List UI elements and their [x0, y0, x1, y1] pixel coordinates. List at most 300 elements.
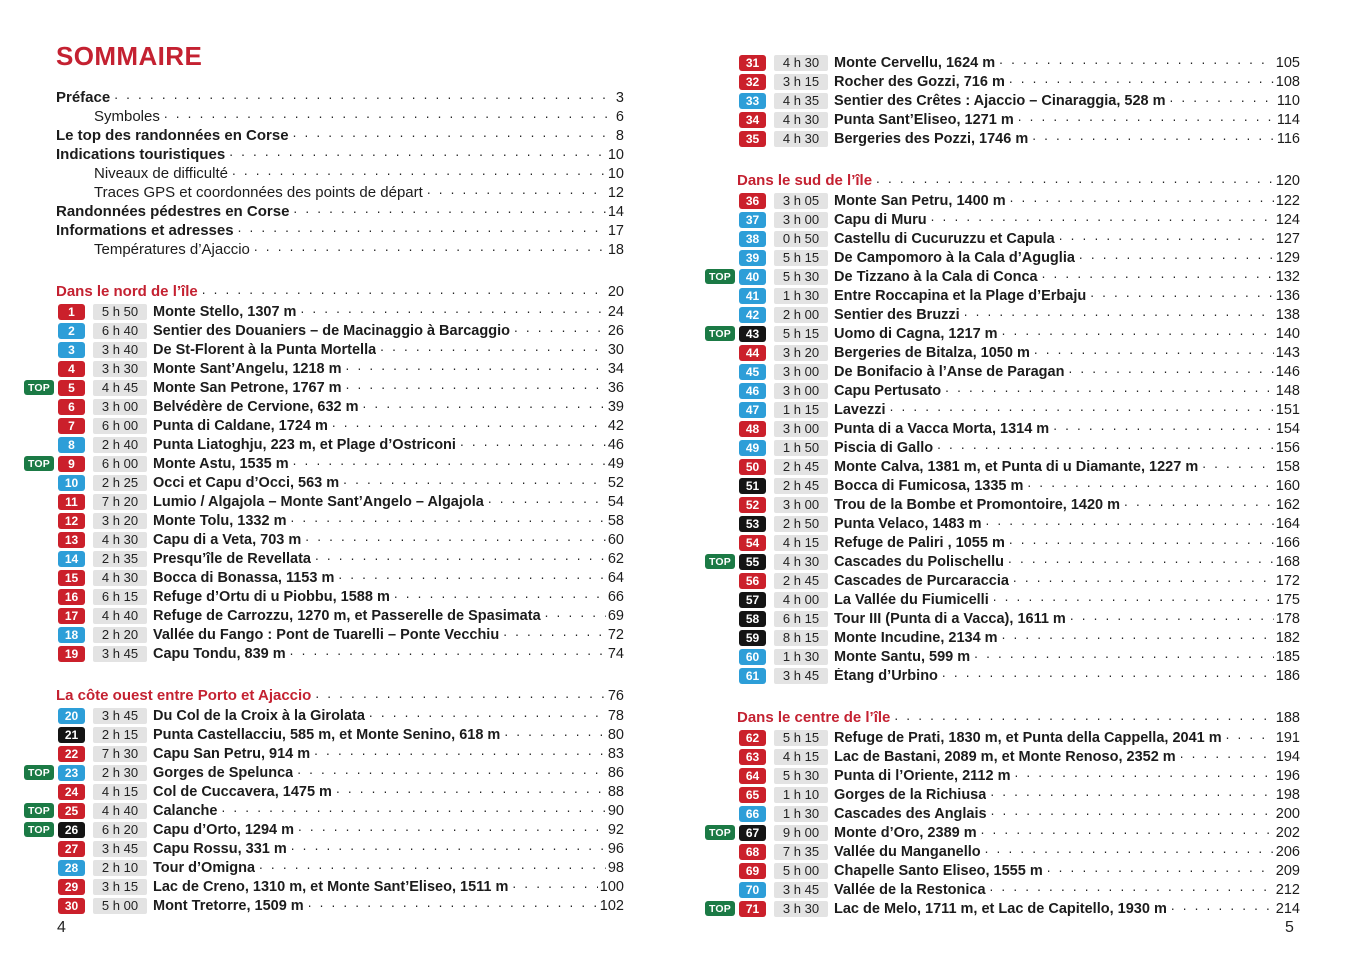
route-title: Monte Incudine, 2134 m: [834, 629, 998, 646]
page-number: 143: [1275, 344, 1300, 361]
section-header: [56, 281, 624, 302]
page-number: 196: [1275, 767, 1300, 784]
duration-label: 1 h 50: [774, 440, 828, 456]
dot-leader: [1027, 474, 1273, 495]
route-number-badge: 59: [739, 630, 766, 646]
dot-leader: [229, 143, 606, 164]
duration-label: 5 h 15: [774, 250, 828, 266]
duration-label: 4 h 45: [93, 380, 147, 396]
route-number-badge: 48: [739, 421, 766, 437]
dot-leader: [338, 566, 606, 587]
duration-label: 1 h 30: [774, 806, 828, 822]
route-title: Piscia di Gallo: [834, 439, 934, 456]
route-number-badge: 31: [739, 55, 766, 71]
page-number: 78: [607, 707, 624, 724]
duration-label: 7 h 35: [774, 844, 828, 860]
route-number-badge: 53: [739, 516, 766, 532]
route-title: Cascades des Anglais: [834, 805, 987, 822]
top-badge: TOP: [24, 456, 54, 471]
section-title: Dans le sud de l’île: [737, 172, 873, 189]
dot-leader: [1068, 360, 1273, 381]
section-entries: [709, 191, 1300, 685]
duration-label: 4 h 40: [93, 803, 147, 819]
route-title: Lavezzi: [834, 401, 886, 418]
route-title: Lumio / Algajola – Monte Sant’Angelo – Algajola: [153, 493, 484, 510]
duration-label: 3 h 45: [774, 668, 828, 684]
route-title: Monte Tolu, 1332 m: [153, 512, 287, 529]
route-title: De Campomoro à la Cala d’Aguglia: [834, 249, 1075, 266]
route-title: Monte d’Oro, 2389 m: [834, 824, 977, 841]
dot-leader: [1171, 897, 1274, 918]
route-number-badge: 5: [58, 380, 85, 396]
route-title: Refuge de Paliri , 1055 m: [834, 534, 1005, 551]
dot-leader: [503, 623, 606, 644]
route-title: Étang d’Urbino: [834, 667, 938, 684]
route-title: Vallée du Fango : Pont de Tuarelli – Ponte Vecchiu: [153, 626, 500, 643]
duration-label: 4 h 30: [93, 532, 147, 548]
route-number-badge: 4: [58, 361, 85, 377]
section-entries: [737, 53, 1300, 148]
page-number: 202: [1275, 824, 1300, 841]
route-number-badge: 20: [58, 708, 85, 724]
page-number: 42: [607, 417, 624, 434]
route-number-badge: 24: [58, 784, 85, 800]
toc-front-row: [56, 240, 624, 259]
route-number-badge: 49: [739, 440, 766, 456]
dot-leader: [545, 604, 606, 625]
section-header: [56, 685, 624, 706]
dot-leader: [512, 875, 597, 896]
route-title: Bocca di Bonassa, 1153 m: [153, 569, 335, 586]
top-badge: TOP: [24, 803, 54, 818]
duration-label: 1 h 30: [774, 649, 828, 665]
route-title: Lac de Bastani, 2089 m, et Monte Renoso, 2352 m: [834, 748, 1176, 765]
route-number-badge: 33: [739, 93, 766, 109]
dot-leader: [504, 723, 606, 744]
toc-entry-row: [737, 666, 1300, 685]
route-title: Monte San Petrone, 1767 m: [153, 379, 342, 396]
dot-leader: [238, 219, 606, 240]
page-number: 156: [1275, 439, 1300, 456]
section-title: Dans le centre de l’île: [737, 709, 891, 726]
dot-leader: [1002, 322, 1274, 343]
duration-label: 2 h 45: [774, 478, 828, 494]
route-number-badge: 13: [58, 532, 85, 548]
dot-leader: [332, 414, 606, 435]
duration-label: 3 h 45: [93, 646, 147, 662]
section-title: Dans le nord de l’île: [56, 283, 198, 300]
page-number: 105: [1275, 54, 1300, 71]
route-number-badge: 8: [58, 437, 85, 453]
route-title: Belvédère de Cervione, 632 m: [153, 398, 359, 415]
page-number: 116: [1276, 130, 1300, 147]
duration-label: 3 h 30: [774, 901, 828, 917]
route-number-badge: 6: [58, 399, 85, 415]
duration-label: 6 h 15: [93, 589, 147, 605]
duration-label: 4 h 15: [93, 784, 147, 800]
route-title: Du Col de la Croix à la Girolata: [153, 707, 365, 724]
toc-front-matter: [56, 88, 624, 259]
page-number: 100: [599, 878, 624, 895]
route-number-badge: 19: [58, 646, 85, 662]
page-number: 17: [607, 222, 624, 239]
page-number: 18: [607, 241, 624, 258]
route-number-badge: 64: [739, 768, 766, 784]
route-title: Monte San Petru, 1400 m: [834, 192, 1006, 209]
route-number-badge: 10: [58, 475, 85, 491]
duration-label: 2 h 45: [774, 459, 828, 475]
dot-leader: [1226, 726, 1274, 747]
toc-front-label: Préface: [56, 89, 111, 106]
toc-front-label: Indications touristiques: [56, 146, 226, 163]
dot-leader: [999, 51, 1274, 72]
duration-label: 1 h 30: [774, 288, 828, 304]
dot-leader: [298, 818, 606, 839]
route-title: Monte Calva, 1381 m, et Punta di u Diamante, 1227 m: [834, 458, 1199, 475]
dot-leader: [221, 799, 605, 820]
dot-leader: [1014, 764, 1273, 785]
duration-label: 9 h 00: [774, 825, 828, 841]
route-title: Gorges de la Richiusa: [834, 786, 987, 803]
route-number-badge: 42: [739, 307, 766, 323]
dot-leader: [890, 398, 1274, 419]
route-number-badge: 60: [739, 649, 766, 665]
dot-leader: [369, 704, 606, 725]
page-number: 6: [615, 108, 624, 125]
page-number: 69: [607, 607, 624, 624]
page-number: 148: [1275, 382, 1300, 399]
route-title: Monte Sant’Angelu, 1218 m: [153, 360, 342, 377]
route-number-badge: 69: [739, 863, 766, 879]
page-number: 10: [607, 165, 624, 182]
dot-leader: [974, 645, 1274, 666]
duration-label: 4 h 00: [774, 592, 828, 608]
dot-leader: [985, 840, 1274, 861]
route-number-badge: 65: [739, 787, 766, 803]
route-title: Capu di a Veta, 703 m: [153, 531, 302, 548]
duration-label: 3 h 00: [774, 497, 828, 513]
duration-label: 3 h 20: [93, 513, 147, 529]
duration-label: 5 h 15: [774, 730, 828, 746]
page-number: 110: [1276, 92, 1300, 109]
page-number: 198: [1275, 786, 1300, 803]
page-number: 209: [1275, 862, 1300, 879]
toc-entry-row: [56, 644, 624, 663]
duration-label: 4 h 35: [774, 93, 828, 109]
duration-label: 3 h 45: [93, 841, 147, 857]
folio-left: 4: [57, 919, 66, 936]
page-number: 92: [607, 821, 624, 838]
route-title: Vallée du Manganello: [834, 843, 981, 860]
page-number: 80: [607, 726, 624, 743]
route-number-badge: 38: [739, 231, 766, 247]
route-number-badge: 40: [739, 269, 766, 285]
page-number: 175: [1275, 591, 1300, 608]
route-number-badge: 23: [58, 765, 85, 781]
page-number: 88: [607, 783, 624, 800]
duration-label: 7 h 20: [93, 494, 147, 510]
toc-front-label: Températures d’Ajaccio: [94, 241, 250, 258]
route-title: Mont Tretorre, 1509 m: [153, 897, 304, 914]
dot-leader: [931, 208, 1274, 229]
duration-label: 0 h 50: [774, 231, 828, 247]
dot-leader: [964, 303, 1274, 324]
toc-entry-row: [709, 899, 1300, 918]
route-title: Punta Sant’Eliseo, 1271 m: [834, 111, 1014, 128]
route-title: Monte Astu, 1535 m: [153, 455, 289, 472]
route-title: Refuge de Carrozzu, 1270 m, et Passerelle de Spasimata: [153, 607, 541, 624]
route-number-badge: 2: [58, 323, 85, 339]
route-title: Punta di l’Oriente, 2112 m: [834, 767, 1011, 784]
route-number-badge: 41: [739, 288, 766, 304]
route-number-badge: 44: [739, 345, 766, 361]
page-number: 146: [1275, 363, 1300, 380]
page-number: 168: [1275, 553, 1300, 570]
route-number-badge: 55: [739, 554, 766, 570]
route-title: Calanche: [153, 802, 218, 819]
route-number-badge: 22: [58, 746, 85, 762]
page-number: 64: [607, 569, 624, 586]
page-number: 178: [1275, 610, 1300, 627]
dot-leader: [336, 780, 606, 801]
dot-leader: [1002, 626, 1274, 647]
dot-leader: [1009, 70, 1274, 91]
route-title: Punta Liatoghju, 223 m, et Plage d’Ostriconi: [153, 436, 456, 453]
duration-label: 2 h 20: [93, 627, 147, 643]
folio-right: 5: [1285, 919, 1294, 936]
route-number-badge: 36: [739, 193, 766, 209]
toc-front-label: Symboles: [94, 108, 160, 125]
page-number: 158: [1275, 458, 1300, 475]
route-number-badge: 14: [58, 551, 85, 567]
route-title: De Tizzano à la Cala di Conca: [834, 268, 1038, 285]
route-number-badge: 46: [739, 383, 766, 399]
toc-front-label: Le top des randonnées en Corse: [56, 127, 289, 144]
dot-leader: [514, 319, 606, 340]
duration-label: 3 h 00: [774, 383, 828, 399]
route-title: Refuge de Prati, 1830 m, et Punta della Cappella, 2041 m: [834, 729, 1222, 746]
page-number: 166: [1275, 534, 1300, 551]
route-title: De Bonifacio à l’Anse de Paragan: [834, 363, 1065, 380]
page-number: 96: [607, 840, 624, 857]
route-number-badge: 37: [739, 212, 766, 228]
route-number-badge: 16: [58, 589, 85, 605]
duration-label: 3 h 00: [774, 364, 828, 380]
route-number-badge: 35: [739, 131, 766, 147]
duration-label: 2 h 35: [93, 551, 147, 567]
dot-leader: [114, 86, 614, 107]
route-number-badge: 32: [739, 74, 766, 90]
route-title: Presqu’île de Revellata: [153, 550, 311, 567]
duration-label: 4 h 15: [774, 535, 828, 551]
duration-label: 2 h 40: [93, 437, 147, 453]
page-number: 132: [1275, 268, 1300, 285]
duration-label: 5 h 50: [93, 304, 147, 320]
page-number: 191: [1275, 729, 1300, 746]
section-entries: [709, 728, 1300, 918]
dot-leader: [202, 281, 606, 302]
route-title: La Vallée du Fiumicelli: [834, 591, 989, 608]
route-title: Capu Rossu, 331 m: [153, 840, 287, 857]
route-title: Uomo di Cagna, 1217 m: [834, 325, 998, 342]
page-number: 120: [1275, 172, 1300, 189]
duration-label: 4 h 40: [93, 608, 147, 624]
route-number-badge: 58: [739, 611, 766, 627]
page-title: SOMMAIRE: [56, 41, 203, 71]
page-number: 114: [1276, 111, 1300, 128]
duration-label: 3 h 00: [774, 212, 828, 228]
dot-leader: [254, 238, 606, 259]
right-page-column: [709, 53, 1300, 918]
route-title: Sentier des Crêtes : Ajaccio – Cinaraggia, 528 m: [834, 92, 1166, 109]
dot-leader: [293, 124, 614, 145]
duration-label: 3 h 05: [774, 193, 828, 209]
duration-label: 5 h 00: [93, 898, 147, 914]
dot-leader: [1180, 745, 1274, 766]
toc-entry-row: [56, 587, 624, 606]
dot-leader: [1013, 569, 1274, 590]
route-number-badge: 11: [58, 494, 85, 510]
duration-label: 6 h 00: [93, 456, 147, 472]
duration-label: 4 h 15: [774, 749, 828, 765]
route-title: Rocher des Gozzi, 716 m: [834, 73, 1005, 90]
section-header: [737, 707, 1300, 728]
dot-leader: [1009, 531, 1274, 552]
page-number: 182: [1275, 629, 1300, 646]
dot-leader: [427, 181, 606, 202]
page-number: 3: [615, 89, 624, 106]
dot-leader: [291, 837, 606, 858]
route-number-badge: 50: [739, 459, 766, 475]
section-header: [737, 170, 1300, 191]
duration-label: 8 h 15: [774, 630, 828, 646]
route-title: Vallée de la Restonica: [834, 881, 986, 898]
route-number-badge: 26: [58, 822, 85, 838]
duration-label: 6 h 40: [93, 323, 147, 339]
route-number-badge: 21: [58, 727, 85, 743]
page-number: 14: [607, 203, 624, 220]
page-number: 86: [607, 764, 624, 781]
route-number-badge: 30: [58, 898, 85, 914]
dot-leader: [1079, 246, 1274, 267]
duration-label: 4 h 30: [93, 570, 147, 586]
route-number-badge: 27: [58, 841, 85, 857]
route-title: Monte Stello, 1307 m: [153, 303, 297, 320]
page-number: 102: [599, 897, 624, 914]
page-number: 129: [1275, 249, 1300, 266]
route-title: Capu Tondu, 839 m: [153, 645, 286, 662]
route-title: Cascades de Purcaraccia: [834, 572, 1009, 589]
route-number-badge: 9: [58, 456, 85, 472]
dot-leader: [293, 200, 605, 221]
top-badge: TOP: [705, 554, 735, 569]
dot-leader: [990, 783, 1273, 804]
route-number-badge: 47: [739, 402, 766, 418]
duration-label: 3 h 30: [93, 361, 147, 377]
page-number: 162: [1275, 496, 1300, 513]
duration-label: 5 h 15: [774, 326, 828, 342]
toc-front-label: Traces GPS et coordonnées des points de départ: [94, 184, 423, 201]
route-title: Sentier des Bruzzi: [834, 306, 960, 323]
page-number: 151: [1275, 401, 1300, 418]
duration-label: 3 h 15: [774, 74, 828, 90]
duration-label: 6 h 00: [93, 418, 147, 434]
dot-leader: [1053, 417, 1274, 438]
route-title: Occi et Capu d’Occi, 563 m: [153, 474, 340, 491]
route-number-badge: 3: [58, 342, 85, 358]
route-title: Col de Cuccavera, 1475 m: [153, 783, 332, 800]
page-number: 108: [1275, 73, 1300, 90]
page-number: 72: [607, 626, 624, 643]
duration-label: 5 h 30: [774, 269, 828, 285]
route-number-badge: 7: [58, 418, 85, 434]
dot-leader: [305, 528, 606, 549]
page-number: 54: [607, 493, 624, 510]
duration-label: 2 h 00: [774, 307, 828, 323]
page-number: 58: [607, 512, 624, 529]
page-number: 214: [1275, 900, 1300, 917]
dot-leader: [937, 436, 1274, 457]
dot-leader: [1042, 265, 1274, 286]
dot-leader: [1008, 550, 1274, 571]
duration-label: 6 h 20: [93, 822, 147, 838]
page-number: 127: [1275, 230, 1300, 247]
route-title: Entre Roccapina et la Plage d’Erbaju: [834, 287, 1087, 304]
page-number: 8: [615, 127, 624, 144]
dot-leader: [1047, 859, 1274, 880]
top-badge: TOP: [705, 901, 735, 916]
toc-section: [709, 170, 1300, 685]
toc-front-label: Niveaux de difficulté: [94, 165, 228, 182]
dot-leader: [308, 894, 598, 915]
route-number-badge: 18: [58, 627, 85, 643]
duration-label: 3 h 45: [774, 882, 828, 898]
route-title: Gorges de Spelunca: [153, 764, 294, 781]
route-title: Punta Velaco, 1483 m: [834, 515, 982, 532]
dot-leader: [1170, 89, 1275, 110]
page-number: 36: [607, 379, 624, 396]
duration-label: 4 h 30: [774, 112, 828, 128]
top-badge: TOP: [24, 822, 54, 837]
duration-label: 4 h 30: [774, 55, 828, 71]
route-title: Tour III (Punta di a Vacca), 1611 m: [834, 610, 1066, 627]
route-number-badge: 1: [58, 304, 85, 320]
dot-leader: [991, 802, 1274, 823]
toc-section: [737, 53, 1300, 148]
dot-leader: [232, 162, 606, 183]
page-number: 10: [607, 146, 624, 163]
route-number-badge: 51: [739, 478, 766, 494]
page-number: 212: [1275, 881, 1300, 898]
section-entries: [28, 706, 624, 915]
dot-leader: [1124, 493, 1274, 514]
route-number-badge: 66: [739, 806, 766, 822]
dot-leader: [460, 433, 606, 454]
page-number: 138: [1275, 306, 1300, 323]
duration-label: 3 h 40: [93, 342, 147, 358]
route-title: Punta di Caldane, 1724 m: [153, 417, 328, 434]
toc-section: [28, 685, 624, 915]
page-number: 194: [1275, 748, 1300, 765]
dot-leader: [1010, 189, 1274, 210]
route-title: Punta di a Vacca Morta, 1314 m: [834, 420, 1050, 437]
dot-leader: [346, 357, 606, 378]
toc-section: [709, 707, 1300, 918]
route-number-badge: 25: [58, 803, 85, 819]
dot-leader: [876, 170, 1274, 191]
route-title: Lac de Melo, 1711 m, et Lac de Capitello, 1930 m: [834, 900, 1167, 917]
toc-front-label: Randonnées pédestres en Corse: [56, 203, 290, 220]
